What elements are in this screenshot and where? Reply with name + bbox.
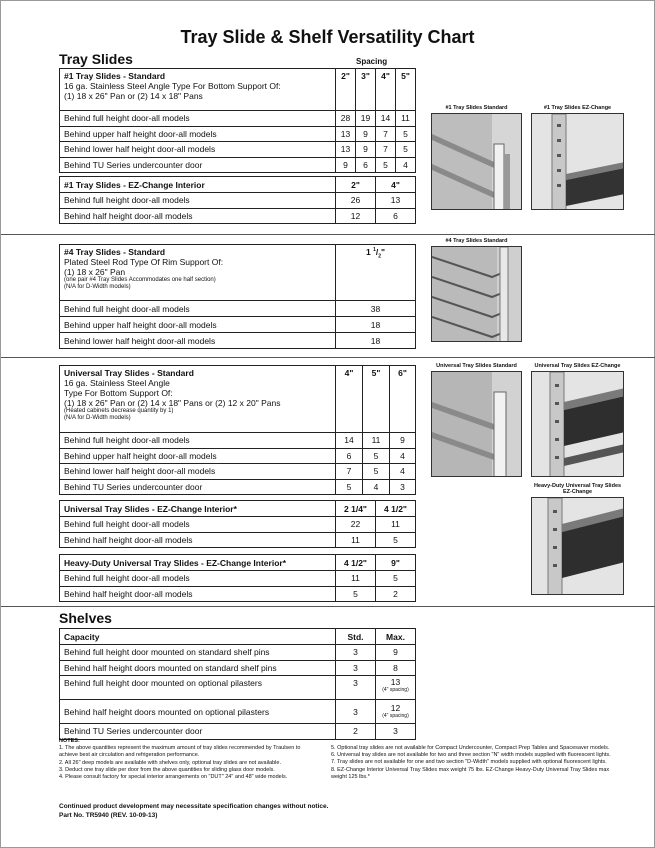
notes-heading: NOTES: bbox=[59, 738, 80, 744]
table-title: #1 Tray Slides - EZ-Change Interior bbox=[60, 177, 336, 193]
col-whole: 1 bbox=[365, 247, 371, 257]
cell: 38 bbox=[336, 301, 416, 317]
cell: 26 bbox=[336, 193, 376, 209]
cell-note: (4" spacing) bbox=[382, 713, 409, 719]
table-shelves bbox=[59, 628, 416, 740]
figure-caption: #1 Tray Slides Standard bbox=[445, 105, 508, 111]
note-line: 7. Tray slides are not available for one and two section "D-Width" models supplied with optional fluorescent lights. bbox=[331, 759, 607, 766]
figure-caption: #4 Tray Slides Standard bbox=[445, 238, 508, 244]
cell-note: (4" spacing) bbox=[382, 687, 409, 693]
table-2-tray-ez-change bbox=[59, 176, 416, 224]
note-line: weight 125 lbs.* bbox=[331, 773, 370, 780]
table-row bbox=[60, 448, 416, 464]
cell: 5 bbox=[363, 464, 390, 480]
tray-slide-image bbox=[431, 113, 522, 210]
row-label: Behind TU Series undercounter door bbox=[60, 157, 336, 173]
table-row bbox=[60, 111, 416, 127]
footer bbox=[59, 802, 328, 820]
col-header: 6" bbox=[390, 366, 416, 433]
notes-left bbox=[59, 738, 319, 781]
table-desc: (1) 18 x 26" Pan bbox=[64, 267, 126, 277]
cell: 5 bbox=[336, 479, 363, 495]
table-note: (Heated cabinets decrease quantity by 1) bbox=[64, 408, 174, 414]
row-label: Behind full height door-all models bbox=[60, 433, 336, 449]
page-title: Tray Slide & Shelf Versatility Chart bbox=[180, 27, 475, 47]
divider bbox=[1, 357, 655, 358]
row-label: Behind half height door-all models bbox=[60, 586, 336, 602]
tray-slide-image bbox=[531, 371, 624, 477]
section-tray-slides: Tray Slides bbox=[59, 51, 133, 67]
row-label: Behind full height door-all models bbox=[60, 301, 336, 317]
table-row bbox=[60, 157, 416, 173]
col-header: Capacity bbox=[60, 629, 336, 645]
cell: 9 bbox=[376, 645, 416, 661]
col-header: 2" bbox=[336, 177, 376, 193]
figure-caption: Universal Tray Slides Standard bbox=[436, 363, 517, 369]
row-label: Behind full height door-all models bbox=[60, 111, 336, 127]
cell: 6 bbox=[336, 448, 363, 464]
cell: 11 bbox=[396, 111, 416, 127]
table-row bbox=[60, 208, 416, 224]
cell: 4 bbox=[390, 464, 416, 480]
row-label: Behind half height door-all models bbox=[60, 208, 336, 224]
col-header: 2 1/4" bbox=[336, 501, 376, 517]
table-5-universal-ez-change bbox=[59, 500, 416, 548]
divider bbox=[1, 606, 655, 607]
cell: 3 bbox=[336, 700, 376, 724]
col-header: 5" bbox=[396, 69, 416, 111]
table-row bbox=[60, 700, 416, 724]
row-label: Behind upper half height door-all models bbox=[60, 317, 336, 333]
cell: 5 bbox=[336, 586, 376, 602]
cell: 14 bbox=[376, 111, 396, 127]
table-row bbox=[60, 532, 416, 548]
table-desc: 16 ga. Stainless Steel Angle Type For Bottom Support Of: bbox=[64, 81, 281, 91]
table-note: (one pair #4 Tray Slides Accommodates one half section) bbox=[64, 277, 216, 283]
figure-tray1-standard bbox=[431, 105, 522, 210]
cell: 22 bbox=[336, 517, 376, 533]
cell: 2 bbox=[336, 724, 376, 740]
table-note: (N/A for D-Width models) bbox=[64, 415, 131, 421]
table-desc: (1) 18 x 26" Pan or (2) 14 x 18" Pans or (2) 12 x 20" Pans bbox=[64, 398, 281, 408]
table-title: Universal Tray Slides - Standard bbox=[64, 368, 194, 378]
table-title: Universal Tray Slides - EZ-Change Interior* bbox=[60, 501, 336, 517]
divider bbox=[1, 234, 655, 235]
table-desc: Plated Steel Rod Type Of Rim Support Of: bbox=[64, 257, 224, 267]
table-row bbox=[60, 464, 416, 480]
cell: 11 bbox=[376, 517, 416, 533]
cell: 11 bbox=[336, 532, 376, 548]
cell: 19 bbox=[356, 111, 376, 127]
col-header: 3" bbox=[356, 69, 376, 111]
col-header: 5" bbox=[363, 366, 390, 433]
table-row bbox=[60, 301, 416, 317]
row-label: Behind TU Series undercounter door bbox=[60, 479, 336, 495]
tray-slide-image bbox=[531, 497, 624, 595]
cell: 4 bbox=[363, 479, 390, 495]
row-label: Behind lower half height door-all models bbox=[60, 142, 336, 158]
cell: 11 bbox=[363, 433, 390, 449]
table-row bbox=[60, 193, 416, 209]
cell: 9 bbox=[336, 157, 356, 173]
figure-caption: Universal Tray Slides EZ-Change bbox=[534, 363, 621, 369]
row-label: Behind full height door-all models bbox=[60, 193, 336, 209]
table-row bbox=[60, 433, 416, 449]
cell: 28 bbox=[336, 111, 356, 127]
figure-tray4-standard bbox=[431, 238, 522, 342]
cell: 3 bbox=[336, 676, 376, 700]
cell: 13 bbox=[390, 677, 401, 687]
tray-slide-image bbox=[431, 371, 522, 477]
table-6-heavy-duty-ez-change bbox=[59, 554, 416, 602]
cell: 3 bbox=[390, 479, 416, 495]
cell: 5 bbox=[376, 157, 396, 173]
row-label: Behind TU Series undercounter door bbox=[60, 724, 336, 740]
row-label: Behind half height doors mounted on standard shelf pins bbox=[60, 660, 336, 676]
cell: 6 bbox=[356, 157, 376, 173]
figure-universal-ez-change bbox=[531, 363, 624, 477]
note-line: achieve best air circulation and refrigeration performance. bbox=[59, 752, 200, 759]
row-label: Behind lower half height door-all models bbox=[60, 333, 336, 349]
figure-heavy-duty-ez-change bbox=[531, 483, 624, 595]
cell: 7 bbox=[336, 464, 363, 480]
cell: 5 bbox=[363, 448, 390, 464]
figure-caption: #1 Tray Slides EZ-Change bbox=[543, 105, 612, 111]
cell: 4 bbox=[390, 448, 416, 464]
note-line: 1. The above quantities represent the maximum amount of tray slides recommended by Traulsen to bbox=[59, 745, 301, 752]
row-label: Behind upper half height door-all models bbox=[60, 448, 336, 464]
cell: 5 bbox=[396, 142, 416, 158]
cell: 9 bbox=[356, 142, 376, 158]
cell: 13 bbox=[376, 193, 416, 209]
row-label: Behind full height door-all models bbox=[60, 517, 336, 533]
note-line: 2. All 26" deep models are available with shelves only, optional tray slides are not available. bbox=[59, 759, 281, 766]
cell: 8 bbox=[376, 660, 416, 676]
table-row bbox=[60, 660, 416, 676]
row-label: Behind full height door mounted on optional pilasters bbox=[60, 676, 336, 700]
cell: 18 bbox=[336, 317, 416, 333]
part-number: Part No. TR5940 (REV. 10-09-13) bbox=[59, 812, 158, 819]
table-desc: 16 ga. Stainless Steel Angle bbox=[64, 378, 170, 388]
table-desc: Type For Bottom Support Of: bbox=[64, 388, 173, 398]
row-label: Behind upper half height door-all models bbox=[60, 126, 336, 142]
table-row bbox=[60, 317, 416, 333]
table-3-tray4-standard bbox=[59, 244, 416, 349]
cell: 9 bbox=[356, 126, 376, 142]
note-line: 6. Universal tray slides are not available for two and three section "N" width models supplied with fluorescent lights. bbox=[331, 752, 611, 759]
table-note: (N/A for D-Width models) bbox=[64, 284, 131, 290]
table-desc: (1) 18 x 26" Pan or (2) 14 x 18" Pans bbox=[64, 91, 203, 101]
figure-tray1-ez-change bbox=[531, 105, 624, 210]
cell: 5 bbox=[376, 571, 416, 587]
col-header: 4" bbox=[376, 177, 416, 193]
cell: 11 bbox=[336, 571, 376, 587]
col-num: 1 bbox=[373, 247, 376, 254]
table-row bbox=[60, 676, 416, 700]
cell: 3 bbox=[376, 724, 416, 740]
col-den: 2 bbox=[378, 253, 381, 260]
cell: 6 bbox=[376, 208, 416, 224]
section-shelves: Shelves bbox=[59, 610, 112, 626]
table-title: #4 Tray Slides - Standard bbox=[64, 247, 166, 257]
col-header: 2" bbox=[336, 69, 356, 111]
row-label: Behind lower half height door-all models bbox=[60, 464, 336, 480]
figure-caption: Heavy-Duty Universal Tray Slides EZ-Change bbox=[533, 483, 622, 495]
table-row bbox=[60, 479, 416, 495]
table-row bbox=[60, 333, 416, 349]
table-row bbox=[60, 571, 416, 587]
table-row bbox=[60, 586, 416, 602]
notes-right bbox=[331, 745, 631, 781]
table-row bbox=[60, 142, 416, 158]
col-header: 4 1/2" bbox=[376, 501, 416, 517]
row-label: Behind full height door-all models bbox=[60, 571, 336, 587]
col-unit: " bbox=[381, 247, 386, 257]
col-header: 9" bbox=[376, 555, 416, 571]
table-row bbox=[60, 517, 416, 533]
cell: 7 bbox=[376, 126, 396, 142]
figure-universal-standard bbox=[431, 363, 522, 477]
cell: 12 bbox=[390, 703, 401, 713]
tray-slide-image bbox=[531, 113, 624, 210]
cell: 13 bbox=[336, 142, 356, 158]
col-header: 4" bbox=[336, 366, 363, 433]
tray-slide-image bbox=[431, 246, 522, 342]
cell: 5 bbox=[376, 532, 416, 548]
row-label: Behind half height doors mounted on optional pilasters bbox=[60, 700, 336, 724]
cell: 3 bbox=[336, 645, 376, 661]
cell: 14 bbox=[336, 433, 363, 449]
row-label: Behind full height door mounted on standard shelf pins bbox=[60, 645, 336, 661]
table-row bbox=[60, 645, 416, 661]
col-header: 4 1/2" bbox=[336, 555, 376, 571]
cell: 3 bbox=[336, 660, 376, 676]
cell: 2 bbox=[376, 586, 416, 602]
cell: 9 bbox=[390, 433, 416, 449]
cell: 18 bbox=[336, 333, 416, 349]
footer-disclaimer: Continued product development may necessitate specification changes without notice. bbox=[59, 803, 329, 810]
cell: 5 bbox=[396, 126, 416, 142]
col-header: 1 $^1/_2$" bbox=[336, 245, 416, 301]
col-header: Max. bbox=[376, 629, 416, 645]
cell: 7 bbox=[376, 142, 396, 158]
table-4-universal-standard bbox=[59, 365, 416, 495]
note-line: 4. Please consult factory for special interior arrangements on "DUT" 24" and 48" wide models. bbox=[59, 774, 288, 781]
note-line: 3. Deduct one tray slide per door from the above quantities for sliding glass door models. bbox=[59, 766, 275, 773]
note-line: 5. Optional tray slides are not available for Compact Undercounter, Compact Prep Tables and Spacesaver models. bbox=[331, 745, 610, 751]
cell: 13 bbox=[336, 126, 356, 142]
table-row bbox=[60, 724, 416, 740]
col-header: Std. bbox=[336, 629, 376, 645]
table-title: #1 Tray Slides - Standard bbox=[64, 71, 166, 81]
row-label: Behind half height door-all models bbox=[60, 532, 336, 548]
cell: 12 bbox=[336, 208, 376, 224]
note-line: 8. EZ-Change Interior Universal Tray Slides max weight 75 lbs. EZ-Change Heavy-Duty Universal Tray Slides max bbox=[331, 766, 610, 773]
table-1-tray-standard bbox=[59, 68, 416, 173]
table-row bbox=[60, 126, 416, 142]
cell: 4 bbox=[396, 157, 416, 173]
table-title: Heavy-Duty Universal Tray Slides - EZ-Change Interior* bbox=[60, 555, 336, 571]
spacing-label: Spacing bbox=[356, 57, 388, 66]
col-header: 4" bbox=[376, 69, 396, 111]
